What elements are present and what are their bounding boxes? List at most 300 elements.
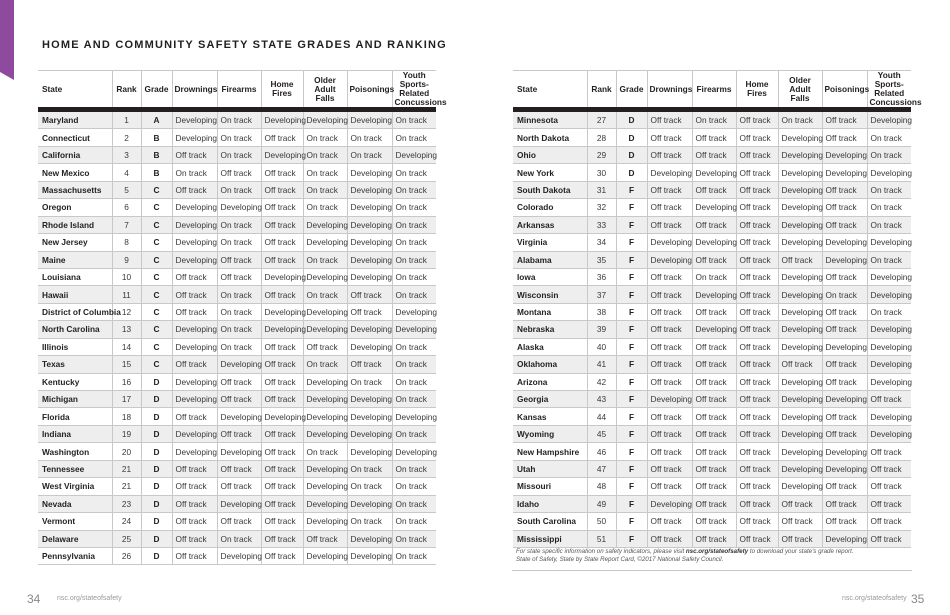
cell-rank: 48 xyxy=(587,478,616,495)
cell-rank: 32 xyxy=(587,199,616,216)
cell-drownings: Developing xyxy=(647,391,692,408)
cell-youth-sports-related-concussions: Developing xyxy=(867,286,911,303)
cell-firearms: Developing xyxy=(217,495,261,512)
cell-grade: F xyxy=(616,373,647,390)
cell-poisonings: Developing xyxy=(347,216,392,233)
cell-drownings: Off track xyxy=(647,303,692,320)
cell-poisonings: Off track xyxy=(822,268,867,285)
cell-poisonings: Off track xyxy=(822,495,867,512)
cell-rank: 24 xyxy=(112,513,141,530)
cell-grade: F xyxy=(616,234,647,251)
table-row xyxy=(38,373,436,390)
table-row xyxy=(38,234,436,251)
cell-youth-sports-related-concussions: On track xyxy=(392,391,436,408)
cell-firearms: On track xyxy=(217,146,261,163)
cell-poisonings: Developing xyxy=(347,199,392,216)
cell-poisonings: Off track xyxy=(822,303,867,320)
cell-home-fires: Off track xyxy=(736,460,778,477)
cell-older-adult-falls: Developing xyxy=(778,338,822,355)
cell-firearms: Off track xyxy=(217,391,261,408)
cell-rank: 30 xyxy=(587,164,616,181)
cell-poisonings: Developing xyxy=(822,234,867,251)
cell-grade: C xyxy=(141,286,172,303)
cell-poisonings: On track xyxy=(347,478,392,495)
cell-older-adult-falls: Developing xyxy=(778,391,822,408)
cell-grade: F xyxy=(616,425,647,442)
cell-grade: F xyxy=(616,216,647,233)
cell-poisonings: Developing xyxy=(347,391,392,408)
cell-rank: 31 xyxy=(587,181,616,198)
cell-state: Colorado xyxy=(513,199,587,216)
cell-grade: B xyxy=(141,129,172,146)
footnote-link[interactable]: nsc.org/stateofsafety xyxy=(685,548,749,555)
cell-rank: 7 xyxy=(112,216,141,233)
cell-drownings: Off track xyxy=(172,408,217,425)
table-row xyxy=(38,391,436,408)
cell-older-adult-falls: Developing xyxy=(303,478,347,495)
cell-state: Kentucky xyxy=(38,373,112,390)
cell-drownings: Developing xyxy=(647,495,692,512)
cell-grade: D xyxy=(141,478,172,495)
cell-rank: 12 xyxy=(112,303,141,320)
cell-home-fires: Developing xyxy=(261,112,303,129)
cell-firearms: On track xyxy=(217,321,261,338)
cell-rank: 1 xyxy=(112,112,141,129)
cell-poisonings: Developing xyxy=(822,146,867,163)
cell-older-adult-falls: On track xyxy=(303,146,347,163)
cell-state: Hawaii xyxy=(38,286,112,303)
cell-grade: F xyxy=(616,268,647,285)
cell-youth-sports-related-concussions: Off track xyxy=(867,478,911,495)
cell-home-fires: Off track xyxy=(261,425,303,442)
cell-firearms: On track xyxy=(217,112,261,129)
table-row xyxy=(38,181,436,198)
cell-youth-sports-related-concussions: Developing xyxy=(867,164,911,181)
table-row xyxy=(513,460,911,477)
cell-poisonings: Developing xyxy=(347,251,392,268)
cell-rank: 15 xyxy=(112,356,141,373)
cell-home-fires: Off track xyxy=(736,373,778,390)
cell-older-adult-falls: On track xyxy=(303,199,347,216)
table-row xyxy=(513,199,911,216)
table-row xyxy=(38,268,436,285)
table-row xyxy=(38,216,436,233)
cell-drownings: Off track xyxy=(647,443,692,460)
table-row xyxy=(513,234,911,251)
cell-rank: 25 xyxy=(112,530,141,547)
cell-rank: 42 xyxy=(587,373,616,390)
cell-youth-sports-related-concussions: Developing xyxy=(867,234,911,251)
cell-firearms: Off track xyxy=(692,513,736,530)
table-row xyxy=(513,321,911,338)
cell-grade: D xyxy=(141,547,172,564)
column-header-firearms: Firearms xyxy=(217,71,261,108)
cell-state: Minnesota xyxy=(513,112,587,129)
cell-drownings: Off track xyxy=(647,460,692,477)
table-row xyxy=(513,373,911,390)
cell-state: Wisconsin xyxy=(513,286,587,303)
cell-older-adult-falls: Developing xyxy=(303,268,347,285)
table-row xyxy=(513,391,911,408)
cell-drownings: Off track xyxy=(647,216,692,233)
cell-firearms: Off track xyxy=(692,443,736,460)
cell-drownings: Developing xyxy=(647,164,692,181)
cell-drownings: Off track xyxy=(647,373,692,390)
cell-poisonings: Developing xyxy=(347,443,392,460)
cell-youth-sports-related-concussions: On track xyxy=(392,181,436,198)
table-row xyxy=(513,251,911,268)
cell-state: West Virginia xyxy=(38,478,112,495)
column-header-state: State xyxy=(513,71,587,108)
cell-youth-sports-related-concussions: On track xyxy=(392,547,436,564)
table-row xyxy=(513,338,911,355)
table-row xyxy=(38,129,436,146)
table-row xyxy=(38,321,436,338)
cell-drownings: Developing xyxy=(172,234,217,251)
cell-grade: C xyxy=(141,251,172,268)
cell-firearms: On track xyxy=(217,216,261,233)
cell-youth-sports-related-concussions: On track xyxy=(867,303,911,320)
cell-firearms: Off track xyxy=(217,460,261,477)
cell-older-adult-falls: Developing xyxy=(303,112,347,129)
cell-state: South Carolina xyxy=(513,513,587,530)
cell-home-fires: Off track xyxy=(261,530,303,547)
cell-grade: D xyxy=(141,495,172,512)
cell-rank: 6 xyxy=(112,199,141,216)
table-row xyxy=(513,303,911,320)
left-footer-url[interactable]: nsc.org/stateofsafety xyxy=(57,595,122,602)
table-row xyxy=(38,146,436,163)
cell-older-adult-falls: On track xyxy=(303,443,347,460)
cell-home-fires: Off track xyxy=(736,251,778,268)
cell-youth-sports-related-concussions: On track xyxy=(392,234,436,251)
cell-youth-sports-related-concussions: Developing xyxy=(392,303,436,320)
cell-grade: C xyxy=(141,321,172,338)
cell-home-fires: Off track xyxy=(736,338,778,355)
cell-home-fires: Off track xyxy=(261,356,303,373)
cell-rank: 47 xyxy=(587,460,616,477)
cell-poisonings: On track xyxy=(347,513,392,530)
cell-home-fires: Off track xyxy=(736,129,778,146)
cell-home-fires: Off track xyxy=(736,495,778,512)
cell-poisonings: Off track xyxy=(822,199,867,216)
table-row xyxy=(513,112,911,129)
cell-drownings: Developing xyxy=(172,112,217,129)
left-page-number: 34 xyxy=(27,592,41,606)
column-header-rank: Rank xyxy=(587,71,616,108)
table-row xyxy=(38,530,436,547)
cell-state: Oregon xyxy=(38,199,112,216)
cell-state: Arkansas xyxy=(513,216,587,233)
cell-state: Vermont xyxy=(38,513,112,530)
cell-older-adult-falls: Developing xyxy=(303,234,347,251)
cell-rank: 2 xyxy=(112,129,141,146)
cell-grade: F xyxy=(616,443,647,460)
cell-grade: B xyxy=(141,146,172,163)
cell-grade: F xyxy=(616,513,647,530)
cell-state: Pennsylvania xyxy=(38,547,112,564)
cell-poisonings: Developing xyxy=(822,251,867,268)
cell-older-adult-falls: Developing xyxy=(303,216,347,233)
cell-firearms: On track xyxy=(217,286,261,303)
cell-firearms: Off track xyxy=(692,460,736,477)
cell-state: Utah xyxy=(513,460,587,477)
cell-rank: 29 xyxy=(587,146,616,163)
cell-older-adult-falls: Developing xyxy=(303,547,347,564)
cell-older-adult-falls: Developing xyxy=(778,234,822,251)
cell-grade: F xyxy=(616,478,647,495)
cell-drownings: Off track xyxy=(647,286,692,303)
cell-drownings: Developing xyxy=(172,251,217,268)
cell-older-adult-falls: Off track xyxy=(778,356,822,373)
cell-drownings: Developing xyxy=(172,425,217,442)
column-header-grade: Grade xyxy=(141,71,172,108)
cell-poisonings: Developing xyxy=(347,181,392,198)
cell-youth-sports-related-concussions: On track xyxy=(392,199,436,216)
cell-state: Georgia xyxy=(513,391,587,408)
cell-poisonings: Developing xyxy=(347,408,392,425)
cell-drownings: Off track xyxy=(647,408,692,425)
cell-older-adult-falls: Off track xyxy=(303,338,347,355)
table-row xyxy=(38,408,436,425)
column-header-drownings: Drownings xyxy=(647,71,692,108)
cell-drownings: Off track xyxy=(647,321,692,338)
cell-poisonings: Developing xyxy=(822,530,867,547)
cell-rank: 23 xyxy=(112,495,141,512)
cell-grade: F xyxy=(616,321,647,338)
cell-firearms: Developing xyxy=(692,199,736,216)
cell-grade: D xyxy=(141,530,172,547)
cell-grade: C xyxy=(141,268,172,285)
cell-rank: 14 xyxy=(112,338,141,355)
cell-rank: 8 xyxy=(112,234,141,251)
cell-state: Iowa xyxy=(513,268,587,285)
cell-drownings: Developing xyxy=(172,321,217,338)
cell-state: Maryland xyxy=(38,112,112,129)
cell-poisonings: Developing xyxy=(822,164,867,181)
cell-older-adult-falls: On track xyxy=(303,356,347,373)
cell-youth-sports-related-concussions: On track xyxy=(867,251,911,268)
cell-firearms: Off track xyxy=(692,146,736,163)
cell-poisonings: Off track xyxy=(347,356,392,373)
cell-state: Texas xyxy=(38,356,112,373)
cell-grade: C xyxy=(141,303,172,320)
cell-state: New York xyxy=(513,164,587,181)
table-row xyxy=(513,530,911,547)
cell-poisonings: On track xyxy=(822,286,867,303)
cell-older-adult-falls: Off track xyxy=(778,530,822,547)
cell-home-fires: Off track xyxy=(736,112,778,129)
cell-firearms: Off track xyxy=(692,408,736,425)
cell-drownings: Developing xyxy=(172,216,217,233)
footnote-divider xyxy=(512,570,912,571)
cell-rank: 37 xyxy=(587,286,616,303)
cell-youth-sports-related-concussions: On track xyxy=(392,286,436,303)
cell-grade: D xyxy=(141,391,172,408)
cell-rank: 27 xyxy=(587,112,616,129)
cell-youth-sports-related-concussions: On track xyxy=(392,495,436,512)
column-header-older-adult-falls: Older Adult Falls xyxy=(303,71,347,108)
cell-home-fires: Off track xyxy=(736,356,778,373)
cell-home-fires: Off track xyxy=(261,373,303,390)
cell-rank: 3 xyxy=(112,146,141,163)
cell-older-adult-falls: Developing xyxy=(303,425,347,442)
cell-home-fires: Off track xyxy=(261,547,303,564)
cell-firearms: On track xyxy=(217,303,261,320)
column-header-poisonings: Poisonings xyxy=(347,71,392,108)
cell-rank: 21 xyxy=(112,460,141,477)
cell-home-fires: Off track xyxy=(736,530,778,547)
cell-youth-sports-related-concussions: Off track xyxy=(867,513,911,530)
cell-firearms: Off track xyxy=(217,513,261,530)
cell-state: Wyoming xyxy=(513,425,587,442)
cell-poisonings: Developing xyxy=(822,338,867,355)
cell-state: Montana xyxy=(513,303,587,320)
page-title: HOME AND COMMUNITY SAFETY STATE GRADES AND RANKING xyxy=(42,39,447,51)
cell-home-fires: Off track xyxy=(261,181,303,198)
cell-home-fires: Off track xyxy=(736,234,778,251)
cell-home-fires: Off track xyxy=(261,478,303,495)
cell-grade: F xyxy=(616,338,647,355)
cell-older-adult-falls: Developing xyxy=(303,513,347,530)
cell-grade: F xyxy=(616,181,647,198)
cell-older-adult-falls: Off track xyxy=(303,530,347,547)
cell-youth-sports-related-concussions: On track xyxy=(392,164,436,181)
table-row xyxy=(513,356,911,373)
cell-firearms: On track xyxy=(692,112,736,129)
cell-home-fires: Off track xyxy=(736,199,778,216)
cell-poisonings: Off track xyxy=(822,129,867,146)
cell-older-adult-falls: Developing xyxy=(303,408,347,425)
cell-drownings: Developing xyxy=(172,129,217,146)
table-row xyxy=(38,460,436,477)
cell-home-fires: Off track xyxy=(736,146,778,163)
cell-drownings: Off track xyxy=(647,356,692,373)
cell-grade: F xyxy=(616,303,647,320)
cell-youth-sports-related-concussions: Developing xyxy=(867,338,911,355)
cell-state: Alaska xyxy=(513,338,587,355)
cell-youth-sports-related-concussions: On track xyxy=(392,356,436,373)
cell-firearms: Off track xyxy=(692,356,736,373)
cell-state: California xyxy=(38,146,112,163)
table-row xyxy=(38,478,436,495)
cell-state: Oklahoma xyxy=(513,356,587,373)
cell-drownings: Off track xyxy=(647,112,692,129)
cell-youth-sports-related-concussions: On track xyxy=(867,146,911,163)
cell-grade: D xyxy=(616,164,647,181)
cell-grade: D xyxy=(141,425,172,442)
header-row xyxy=(38,71,436,108)
cell-home-fires: Off track xyxy=(261,234,303,251)
cell-rank: 4 xyxy=(112,164,141,181)
cell-grade: D xyxy=(141,373,172,390)
cell-rank: 9 xyxy=(112,251,141,268)
cell-state: Ohio xyxy=(513,146,587,163)
cell-older-adult-falls: On track xyxy=(303,129,347,146)
cell-home-fires: Off track xyxy=(736,513,778,530)
cell-drownings: Off track xyxy=(172,495,217,512)
cell-poisonings: Developing xyxy=(822,391,867,408)
cell-state: Florida xyxy=(38,408,112,425)
cell-drownings: Off track xyxy=(172,146,217,163)
cell-poisonings: Developing xyxy=(822,443,867,460)
cell-state: Nebraska xyxy=(513,321,587,338)
cell-grade: D xyxy=(141,408,172,425)
cell-home-fires: Off track xyxy=(736,478,778,495)
cell-home-fires: Off track xyxy=(261,460,303,477)
cell-grade: C xyxy=(141,199,172,216)
header-row xyxy=(513,71,911,108)
cell-poisonings: Off track xyxy=(822,425,867,442)
cell-firearms: Off track xyxy=(692,303,736,320)
cell-state: Rhode Island xyxy=(38,216,112,233)
right-footer-url[interactable]: nsc.org/stateofsafety xyxy=(842,595,907,602)
cell-firearms: Developing xyxy=(692,321,736,338)
cell-rank: 5 xyxy=(112,181,141,198)
cell-poisonings: Off track xyxy=(822,408,867,425)
table-row xyxy=(513,129,911,146)
column-header-youth-sports-related-concussions: Youth Sports-Related Concussions xyxy=(392,71,436,108)
cell-older-adult-falls: Off track xyxy=(778,251,822,268)
cell-firearms: On track xyxy=(217,234,261,251)
cell-grade: A xyxy=(141,112,172,129)
cell-firearms: Off track xyxy=(692,495,736,512)
cell-home-fires: Off track xyxy=(736,391,778,408)
cell-firearms: Developing xyxy=(692,164,736,181)
cell-firearms: Off track xyxy=(217,251,261,268)
cell-rank: 46 xyxy=(587,443,616,460)
cell-firearms: Developing xyxy=(217,356,261,373)
footnote xyxy=(516,548,911,563)
cell-state: New Hampshire xyxy=(513,443,587,460)
cell-home-fires: Off track xyxy=(736,443,778,460)
grades-table-right xyxy=(513,70,922,548)
cell-youth-sports-related-concussions: On track xyxy=(867,216,911,233)
cell-home-fires: Off track xyxy=(261,495,303,512)
column-header-poisonings: Poisonings xyxy=(822,71,867,108)
cell-older-adult-falls: On track xyxy=(303,286,347,303)
cell-state: Tennessee xyxy=(38,460,112,477)
cell-youth-sports-related-concussions: On track xyxy=(392,112,436,129)
cell-youth-sports-related-concussions: Developing xyxy=(867,268,911,285)
cell-firearms: Developing xyxy=(217,408,261,425)
table-row xyxy=(513,513,911,530)
cell-grade: F xyxy=(616,199,647,216)
cell-state: New Jersey xyxy=(38,234,112,251)
table-row xyxy=(513,443,911,460)
cell-older-adult-falls: On track xyxy=(778,112,822,129)
cell-drownings: Off track xyxy=(172,303,217,320)
cell-youth-sports-related-concussions: On track xyxy=(867,199,911,216)
cell-older-adult-falls: Developing xyxy=(303,460,347,477)
cell-home-fires: Off track xyxy=(261,513,303,530)
cell-youth-sports-related-concussions: Off track xyxy=(867,391,911,408)
cell-home-fires: Off track xyxy=(261,216,303,233)
cell-firearms: Developing xyxy=(217,443,261,460)
cell-state: North Dakota xyxy=(513,129,587,146)
cell-firearms: On track xyxy=(217,181,261,198)
cell-rank: 36 xyxy=(587,268,616,285)
cell-rank: 26 xyxy=(112,547,141,564)
cell-older-adult-falls: On track xyxy=(303,181,347,198)
cell-drownings: Off track xyxy=(647,425,692,442)
cell-youth-sports-related-concussions: On track xyxy=(392,530,436,547)
cell-state: Kansas xyxy=(513,408,587,425)
cell-older-adult-falls: Developing xyxy=(778,129,822,146)
cell-home-fires: Off track xyxy=(736,321,778,338)
cell-drownings: Off track xyxy=(647,146,692,163)
cell-youth-sports-related-concussions: Developing xyxy=(392,443,436,460)
